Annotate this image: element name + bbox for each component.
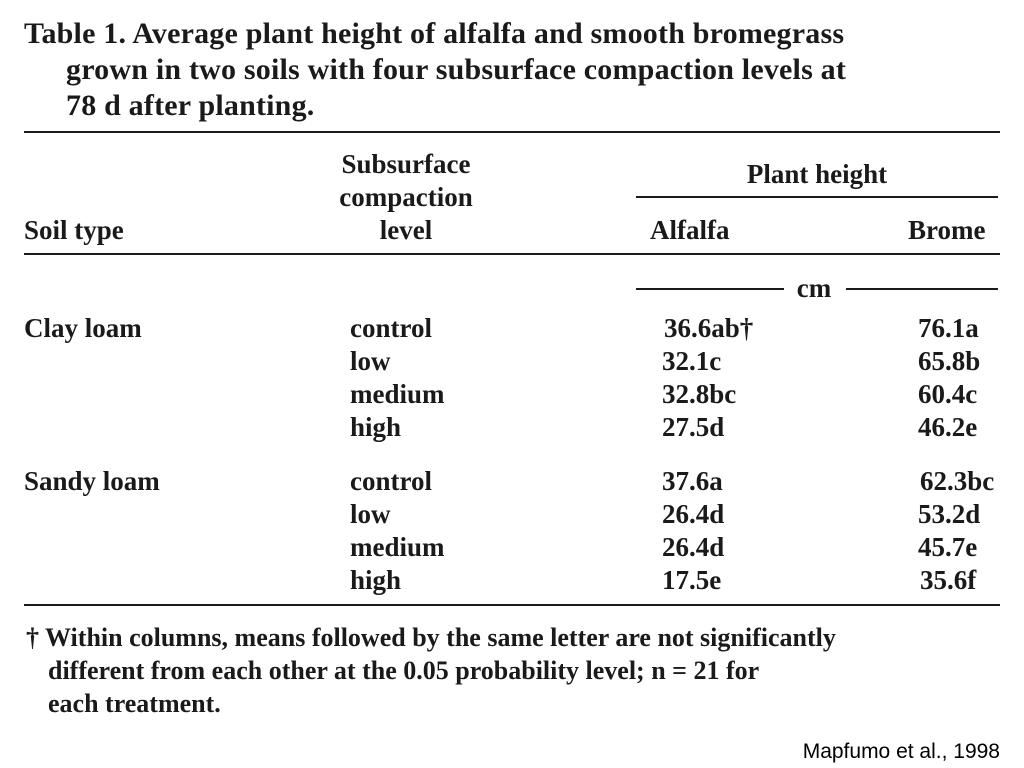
brome-value: 76.1a	[918, 313, 979, 343]
alfalfa-value: 26.4d	[662, 499, 725, 529]
row-level: high	[350, 412, 402, 442]
alfalfa-value: 26.4d	[662, 532, 725, 562]
brome-value: 60.4c	[918, 379, 978, 409]
alfalfa-value: 37.6a	[662, 466, 723, 496]
header-brome: Brome	[908, 215, 986, 245]
header-soil-type: Soil type	[24, 215, 124, 245]
unit-rule-left	[636, 288, 784, 290]
brome-value: 45.7e	[918, 532, 978, 562]
alfalfa-value: 36.6ab†	[664, 313, 754, 343]
footnote-line-3: each treatment.	[48, 689, 221, 718]
header-compaction-line-3: level	[379, 215, 433, 245]
plant-height-rule	[636, 196, 998, 198]
row-level: control	[350, 313, 432, 343]
brome-value: 46.2e	[918, 412, 978, 442]
top-rule	[24, 131, 1000, 133]
row-level: low	[350, 346, 391, 376]
alfalfa-value: 27.5d	[662, 412, 725, 442]
table-caption-line-3: 78 d after planting.	[66, 89, 315, 122]
brome-value: 53.2d	[918, 499, 981, 529]
brome-value: 65.8b	[918, 346, 981, 376]
footnote-line-2: different from each other at the 0.05 probability level; n = 21 for	[48, 656, 760, 685]
alfalfa-value: 32.8bc	[662, 379, 737, 409]
soil-type-clay-loam: Clay loam	[24, 313, 142, 343]
header-compaction-line-2: compaction	[339, 182, 473, 212]
soil-type-sandy-loam: Sandy loam	[24, 466, 160, 496]
footnote-line-1: † Within columns, means followed by the same letter are not significantly	[26, 623, 836, 652]
row-level: medium	[350, 379, 445, 409]
header-plant-height: Plant height	[746, 159, 888, 189]
unit-label: cm	[796, 273, 832, 303]
header-alfalfa: Alfalfa	[650, 215, 730, 245]
row-level: low	[350, 499, 391, 529]
header-bottom-rule	[24, 253, 1000, 255]
brome-value: 62.3bc	[920, 466, 995, 496]
table-caption-line-2: grown in two soils with four subsurface compaction levels at	[66, 53, 847, 86]
source-attribution: Mapfumo et al., 1998	[802, 740, 1000, 763]
header-compaction-line-1: Subsurface	[341, 149, 471, 179]
row-level: high	[350, 565, 402, 595]
table-caption-line-1: Table 1. Average plant height of alfalfa and smooth bromegrass	[24, 17, 845, 50]
row-level: control	[350, 466, 432, 496]
brome-value: 35.6f	[920, 565, 977, 595]
alfalfa-value: 17.5e	[662, 565, 722, 595]
row-level: medium	[350, 532, 445, 562]
bottom-rule	[24, 604, 1000, 606]
alfalfa-value: 32.1c	[662, 346, 722, 376]
unit-rule-right	[846, 288, 998, 290]
